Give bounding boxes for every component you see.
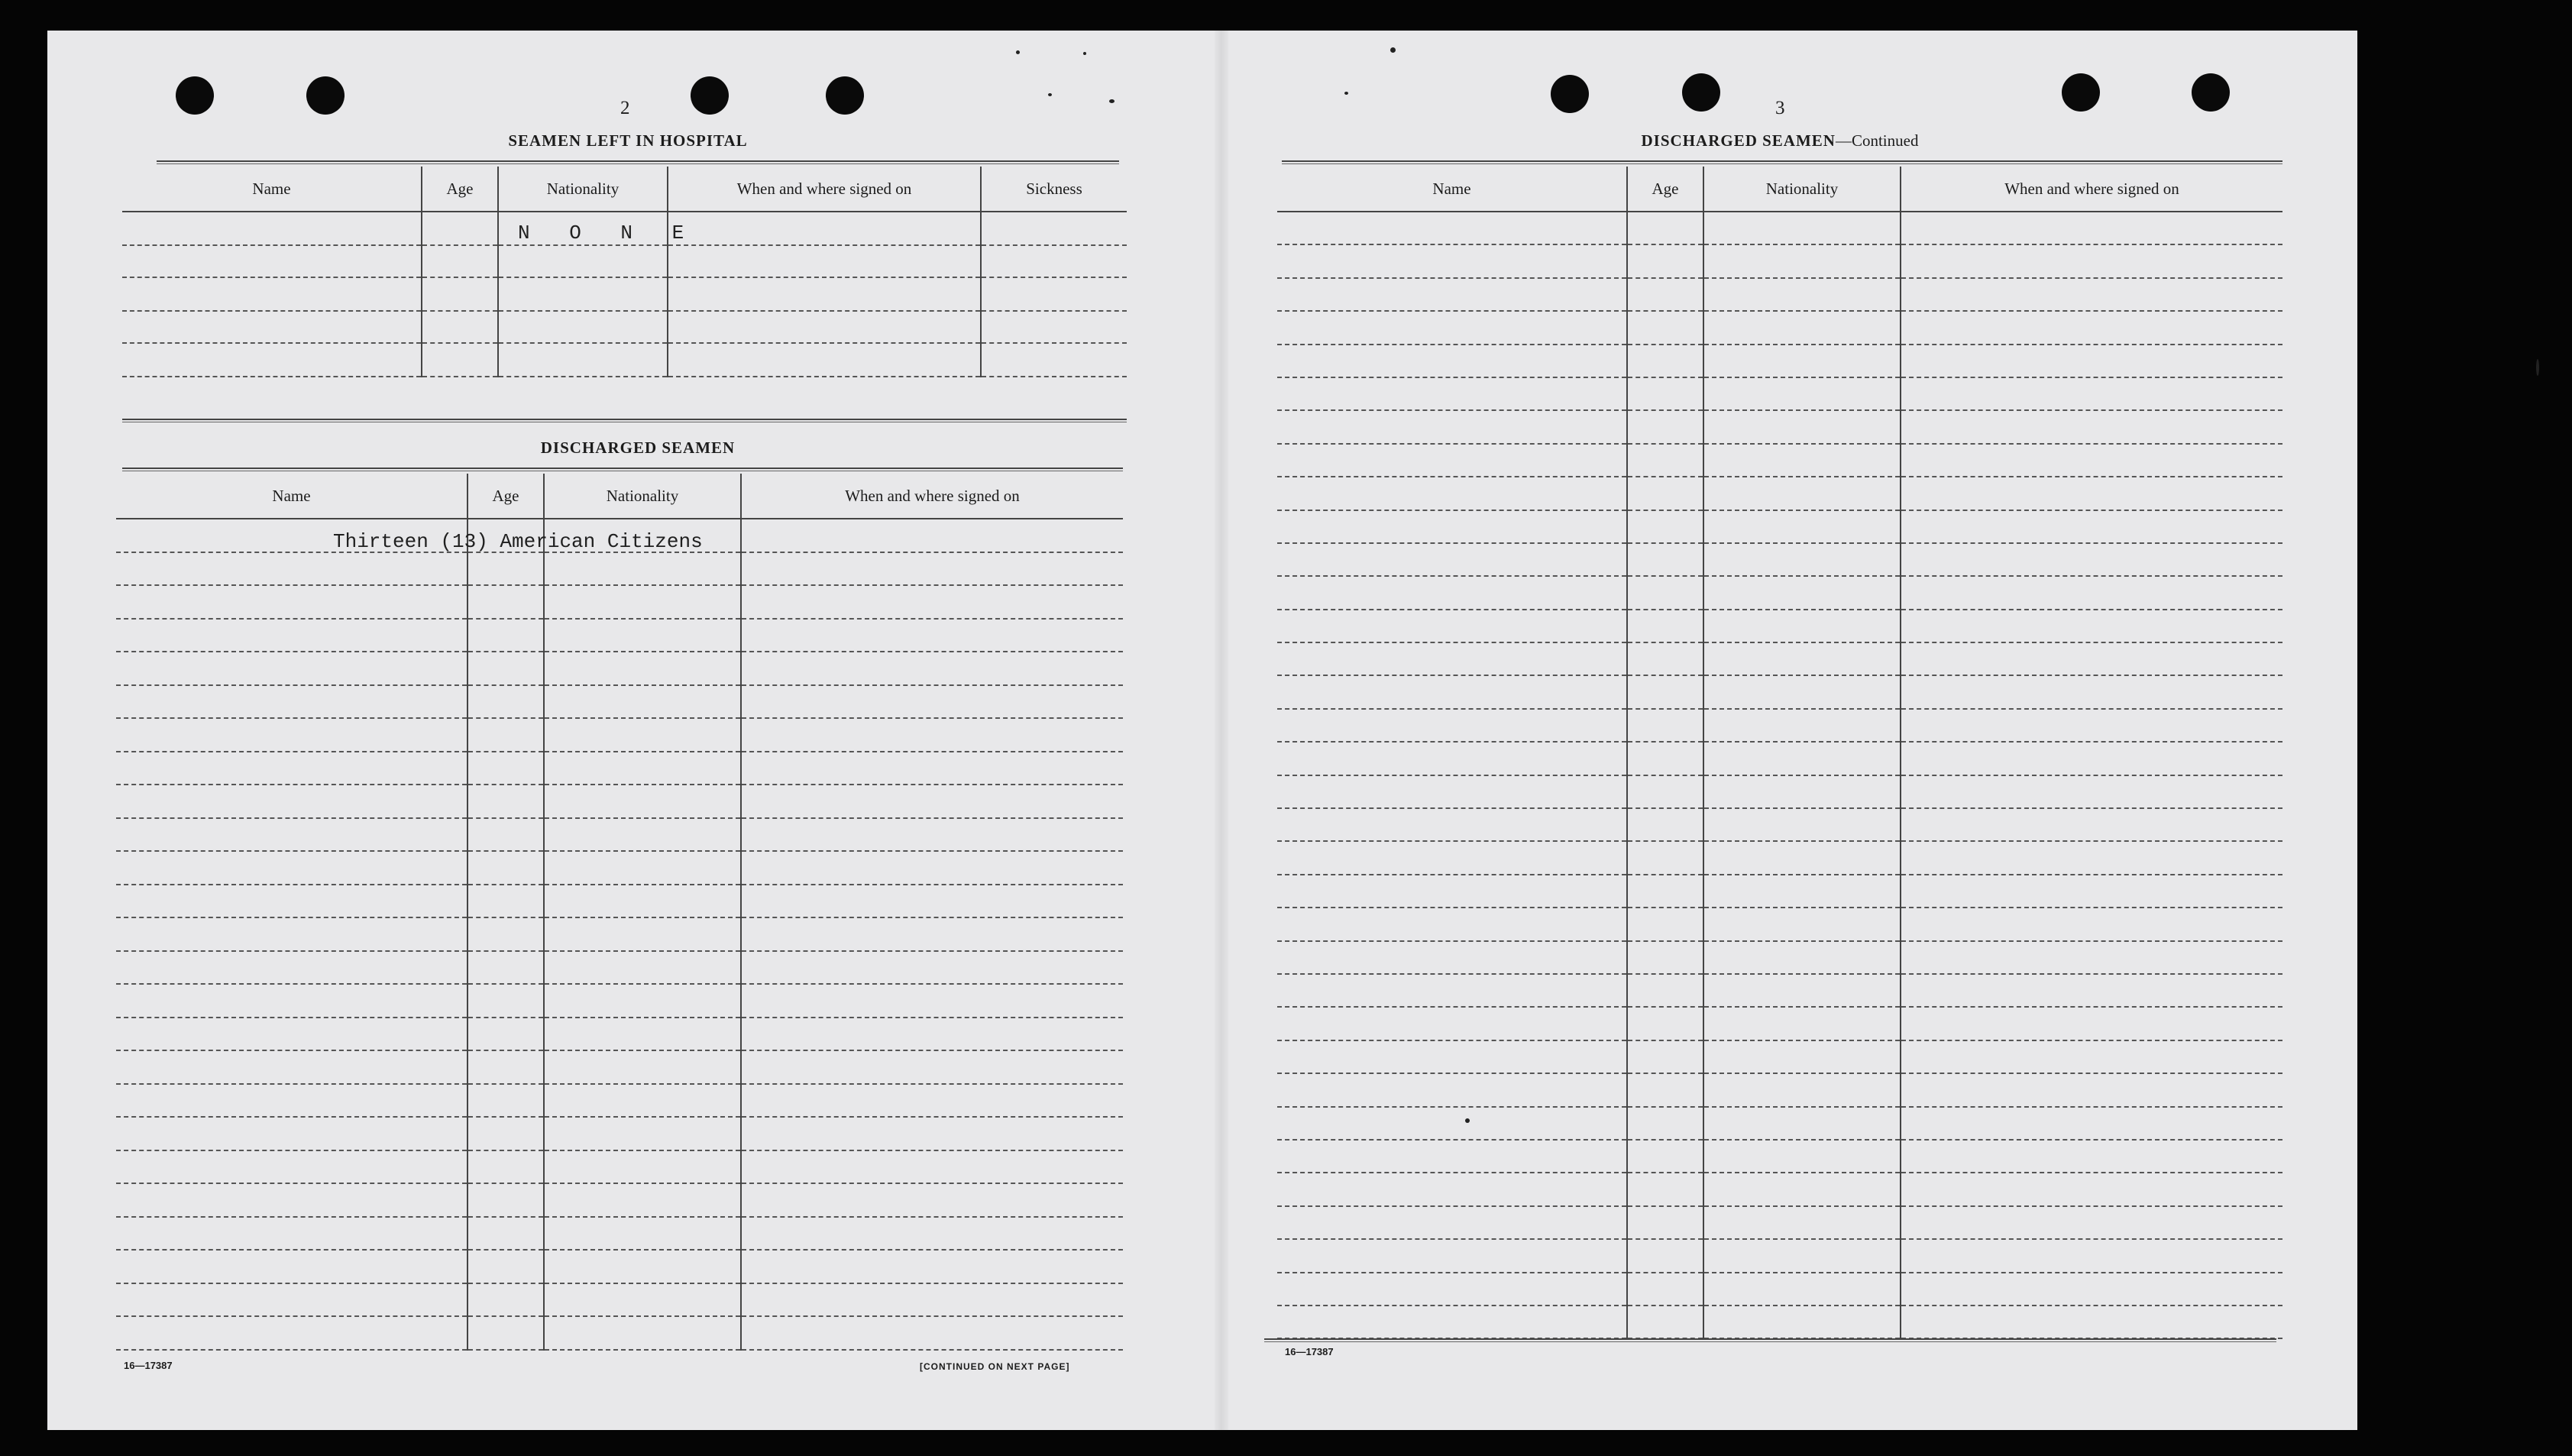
table-row (1277, 311, 2282, 344)
table-row (1277, 709, 2282, 742)
ink-speck (1390, 47, 1396, 53)
discharged-continued-heading (1558, 131, 2001, 150)
table-row (1277, 1007, 2282, 1040)
table-row (1277, 1140, 2282, 1173)
punch-hole (691, 76, 729, 115)
table-row (116, 1183, 1123, 1217)
punch-hole (1551, 75, 1589, 113)
table-row (1277, 410, 2282, 443)
col-header-sickness: Sickness (981, 167, 1127, 212)
table-row (116, 1316, 1123, 1350)
table-row (116, 585, 1123, 619)
table-row (1277, 1239, 2282, 1272)
punch-hole (176, 76, 214, 115)
table-row (1277, 543, 2282, 576)
table-row (1277, 1173, 2282, 1205)
punch-hole (2192, 73, 2230, 112)
table-row (116, 1150, 1123, 1184)
table-row (116, 1117, 1123, 1150)
table-row (1277, 841, 2282, 874)
table-row (1277, 808, 2282, 841)
col-header-signed-on: When and where signed on (741, 474, 1123, 519)
table-row (116, 984, 1123, 1018)
table-row (1277, 345, 2282, 377)
table-row (116, 652, 1123, 685)
table-row (1277, 244, 2282, 277)
table-row (1277, 212, 2282, 244)
table-row (116, 718, 1123, 752)
table-row (116, 785, 1123, 818)
table-row (116, 951, 1123, 985)
table-row (116, 1050, 1123, 1084)
page-fold (1215, 31, 1228, 1430)
table-row (122, 277, 1127, 311)
table-row (116, 752, 1123, 785)
table-row (1277, 278, 2282, 311)
table-row (116, 917, 1123, 951)
table-row (1277, 610, 2282, 642)
table-row (1277, 775, 2282, 808)
right-bottom-rule (1264, 1338, 2276, 1342)
table-row (1277, 974, 2282, 1007)
discharged-heading-rule (122, 468, 1123, 471)
continued-note: [CONTINUED ON NEXT PAGE] (920, 1361, 1070, 1372)
hospital-entry-none: N O N E (518, 222, 698, 244)
punch-hole (2062, 73, 2100, 112)
form-number-left: 16—17387 (124, 1360, 173, 1371)
discharged-table-left (116, 474, 1123, 1351)
hospital-heading-rule (157, 160, 1119, 164)
ink-speck (1048, 93, 1052, 96)
discharged-table-right (1277, 167, 2282, 1339)
table-row (122, 245, 1127, 277)
heading-main: DISCHARGED SEAMEN (1641, 131, 1836, 150)
hospital-bottom-rule (122, 419, 1127, 422)
table-row (122, 343, 1127, 377)
hospital-table (122, 167, 1127, 377)
table-row (116, 552, 1123, 586)
table-row (116, 685, 1123, 719)
table-row (116, 619, 1123, 652)
table-row (116, 851, 1123, 885)
table-row (1277, 377, 2282, 410)
table-row (1277, 477, 2282, 510)
table-row (122, 311, 1127, 343)
col-header-nationality: Nationality (1703, 167, 1901, 212)
discharged-entry-summary: Thirteen (13) American Citizens (333, 530, 703, 553)
punch-hole (826, 76, 864, 115)
table-row (116, 818, 1123, 852)
table-row (1277, 1107, 2282, 1140)
col-header-name: Name (122, 167, 422, 212)
ink-speck (1109, 99, 1115, 103)
page-number-left: 2 (620, 98, 630, 118)
table-row (1277, 444, 2282, 477)
discharged-heading: DISCHARGED SEAMEN (540, 438, 736, 457)
ink-speck (1016, 50, 1020, 54)
col-header-signed-on: When and where signed on (668, 167, 981, 212)
hospital-heading: SEAMEN LEFT IN HOSPITAL (508, 131, 748, 150)
punch-hole (1682, 73, 1720, 112)
table-row (1277, 742, 2282, 775)
ink-speck (1083, 52, 1086, 55)
table-row (116, 1018, 1123, 1051)
col-header-name: Name (116, 474, 467, 519)
col-header-nationality: Nationality (498, 167, 668, 212)
table-row (1277, 642, 2282, 675)
table-row (1277, 1306, 2282, 1338)
table-row (1277, 1273, 2282, 1306)
table-row (1277, 908, 2282, 940)
table-row (1277, 675, 2282, 708)
ink-speck (1344, 92, 1348, 95)
right-heading-rule (1282, 160, 2282, 164)
punch-hole (306, 76, 345, 115)
table-row (1277, 941, 2282, 974)
table-row (116, 1250, 1123, 1283)
col-header-name: Name (1277, 167, 1627, 212)
table-row (1277, 510, 2282, 543)
table-row (1277, 1040, 2282, 1073)
table-row (116, 885, 1123, 918)
table-row (1277, 1073, 2282, 1106)
col-header-age: Age (1627, 167, 1703, 212)
table-row (1277, 875, 2282, 908)
ink-speck (2536, 359, 2539, 376)
table-row (116, 1283, 1123, 1317)
table-row (116, 1217, 1123, 1251)
heading-suffix: —Continued (1835, 131, 1919, 150)
col-header-age: Age (467, 474, 544, 519)
table-row (1277, 576, 2282, 609)
table-row (1277, 1206, 2282, 1239)
col-header-nationality: Nationality (544, 474, 741, 519)
table-row (116, 1084, 1123, 1118)
col-header-signed-on: When and where signed on (1901, 167, 2282, 212)
form-number-right: 16—17387 (1285, 1346, 1334, 1357)
col-header-age: Age (422, 167, 498, 212)
page-number-right: 3 (1775, 98, 1785, 118)
